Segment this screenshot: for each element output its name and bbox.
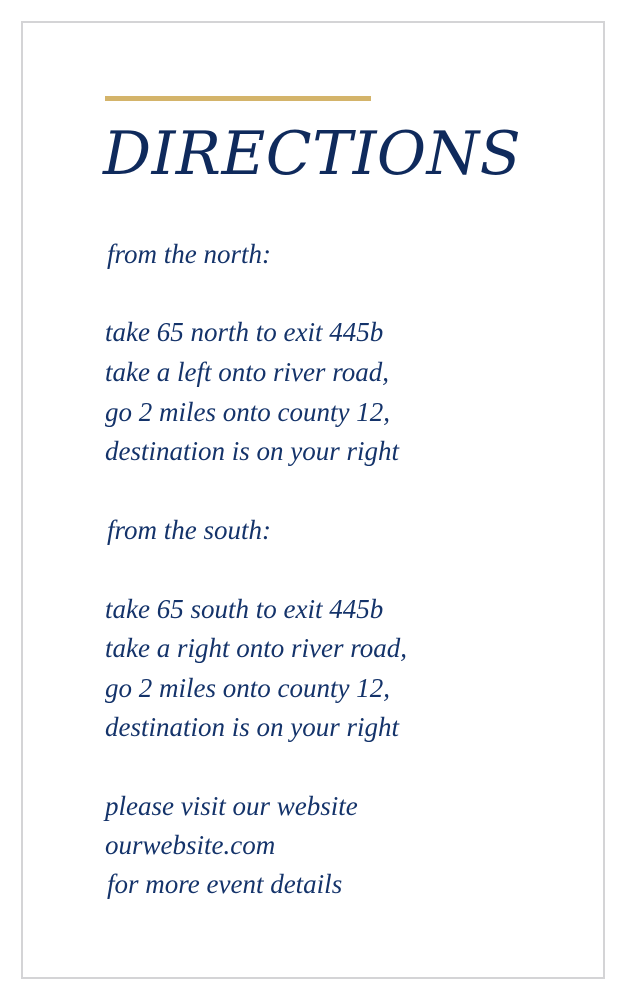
card-title: DIRECTIONS <box>103 119 522 189</box>
north-heading: from the north: <box>107 239 271 269</box>
south-line-4: destination is on your right <box>105 712 400 742</box>
south-line-2: take a right onto river road, <box>105 633 407 663</box>
footer-line-1: please visit our website <box>105 791 358 821</box>
website-url: ourwebsite.com <box>105 830 276 860</box>
south-line-3: go 2 miles onto county 12, <box>105 673 390 703</box>
north-line-4: destination is on your right <box>105 436 400 466</box>
north-line-2: take a left onto river road, <box>105 357 389 387</box>
gold-accent-rule <box>105 96 371 101</box>
north-line-3: go 2 miles onto county 12, <box>105 397 390 427</box>
south-heading: from the south: <box>107 515 271 545</box>
directions-card <box>21 21 605 979</box>
footer-line-3: for more event details <box>107 869 343 899</box>
south-line-1: take 65 south to exit 445b <box>105 594 384 624</box>
north-line-1: take 65 north to exit 445b <box>105 317 384 347</box>
